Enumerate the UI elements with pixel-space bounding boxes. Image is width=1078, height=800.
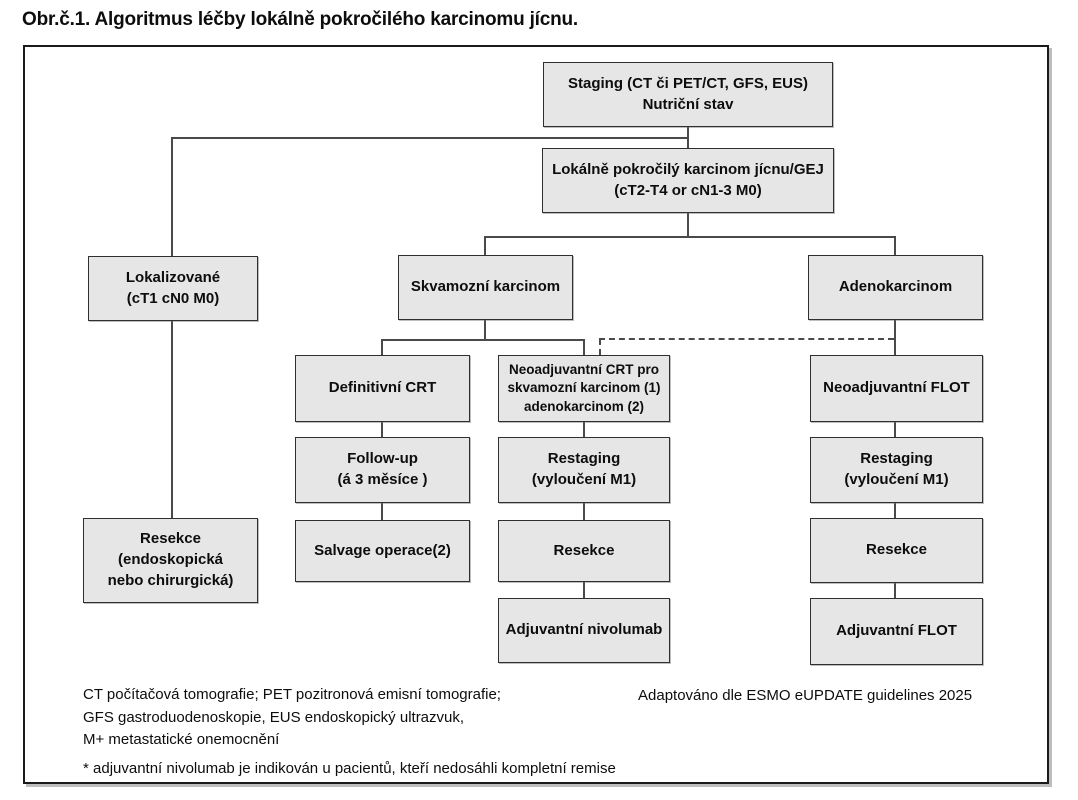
node-locally-advanced-line1: Lokálně pokročilý karcinom jícnu/GEJ: [552, 160, 824, 178]
connector-to-neoadjuvant-crt: [583, 339, 585, 355]
connector-split-crt: [381, 339, 585, 341]
node-neoadjuvant-flot: [810, 355, 983, 422]
connector-localized-to-resection-left: [171, 321, 173, 518]
node-resection-left-line3: nebo chirurgická): [107, 571, 234, 589]
node-salvage-line1: Salvage operace(2): [314, 541, 451, 559]
node-adjuvant-nivolumab-line1: Adjuvantní nivolumab: [505, 621, 663, 639]
node-neoadjuvant-crt-line3: adenokarcinom (2): [523, 398, 645, 414]
footnote-asterisk: [83, 758, 616, 781]
node-neoadjuvant-crt-line2: skvamozní karcinom (1): [507, 380, 661, 396]
node-neoadjuvant-crt: [498, 355, 670, 422]
node-localized-line2: (cT1 cN0 M0): [126, 289, 220, 307]
connector-to-localized-top: [171, 137, 173, 256]
footnote-abbr-line3: M+ metastatické onemocnění: [83, 731, 280, 748]
node-adjuvant-nivolumab: [498, 598, 670, 663]
connector-dashed-drop-to-crt: [599, 339, 601, 355]
footnote-abbr-line1: CT počítačová tomografie; PET pozitronová emisní tomografie;: [83, 686, 501, 703]
node-restaging-mid: [498, 437, 670, 503]
node-restaging-mid-line1: Restaging: [547, 450, 621, 468]
connector-defcrt-to-followup: [381, 422, 383, 437]
connector-squamous-down: [484, 320, 486, 341]
footnote-abbr-line2: GFS gastroduodenoskopie, EUS endoskopický ultrazvuk,: [83, 708, 465, 726]
node-locally-advanced: [542, 148, 834, 213]
node-followup-line2: (á 3 měsíce ): [337, 471, 428, 488]
node-resection-right: [810, 518, 983, 583]
node-resection-right-line1: Resekce: [866, 541, 927, 559]
node-restaging-right-line1: Restaging: [860, 450, 933, 468]
footnote-asterisk-text: * adjuvantní nivolumab je indikován u pacientů, kteří nedosáhli kompletní remise: [83, 760, 616, 777]
node-adenocarcinoma: [808, 255, 983, 320]
credit-text: Adaptováno dle ESMO eUPDATE guidelines 2025: [638, 687, 973, 704]
connector-branch-left-horizontal: [171, 137, 688, 139]
connector-resection-to-nivolumab: [583, 582, 585, 598]
connector-adeno-to-neoadjuvant-flot: [894, 320, 896, 355]
connector-neocrt-to-restaging: [583, 422, 585, 437]
footnote-abbreviations: [83, 684, 501, 752]
node-adenocarcinoma-line1: Adenokarcinom: [838, 278, 953, 296]
node-squamous-line1: Skvamozní karcinom: [410, 278, 561, 296]
node-restaging-right-line2: (vyloučení M1): [844, 471, 949, 488]
connector-to-squamous-top: [484, 236, 486, 255]
node-resection-left-line2: (endoskopická: [117, 551, 224, 569]
connector-split-squamous-adeno: [484, 236, 896, 238]
connector-to-definitive-crt: [381, 339, 383, 355]
node-staging-line2: Nutriční stav: [642, 95, 734, 113]
connector-locally-advanced-down: [687, 213, 689, 238]
node-restaging-right: [810, 437, 983, 503]
node-locally-advanced-line2: (cT2-T4 or cN1-3 M0): [614, 181, 762, 199]
connector-to-adeno-top: [894, 236, 896, 255]
node-resection-left-line1: Resekce: [140, 530, 201, 548]
node-neoadjuvant-flot-line1: Neoadjuvantní FLOT: [823, 379, 970, 397]
node-localized-line1: Lokalizované: [125, 268, 221, 286]
node-resection-mid: [498, 520, 670, 582]
node-followup: [295, 437, 470, 503]
node-adjuvant-flot: [810, 598, 983, 665]
node-adjuvant-flot-line1: Adjuvantní FLOT: [836, 622, 957, 640]
node-definitive-crt: [295, 355, 470, 422]
node-resection-mid-line1: Resekce: [553, 541, 615, 559]
connector-resection-to-adjuvant-flot: [894, 583, 896, 598]
node-squamous: [398, 255, 573, 320]
node-restaging-mid-line2: (vyloučení M1): [531, 471, 637, 488]
node-definitive-crt-line1: Definitivní CRT: [328, 379, 437, 397]
node-resection-left: [83, 518, 258, 603]
node-staging: [543, 62, 833, 127]
connector-restaging-to-resection-mid: [583, 503, 585, 520]
node-neoadjuvant-crt-line1: Neoadjuvantní CRT pro: [508, 362, 659, 378]
node-salvage: [295, 520, 470, 582]
node-followup-line1: Follow-up: [347, 450, 418, 468]
node-localized: [88, 256, 258, 321]
connector-neoflot-to-restaging-right: [894, 422, 896, 437]
node-staging-line1: Staging (CT či PET/CT, GFS, EUS): [567, 74, 808, 92]
connector-followup-to-salvage: [381, 503, 383, 520]
connector-dashed-adeno-to-crt: [599, 338, 894, 340]
connector-restaging-to-resection-right: [894, 503, 896, 518]
figure-title: Obr.č.1. Algoritmus léčby lokálně pokročilého karcinomu jícnu.: [22, 9, 578, 30]
